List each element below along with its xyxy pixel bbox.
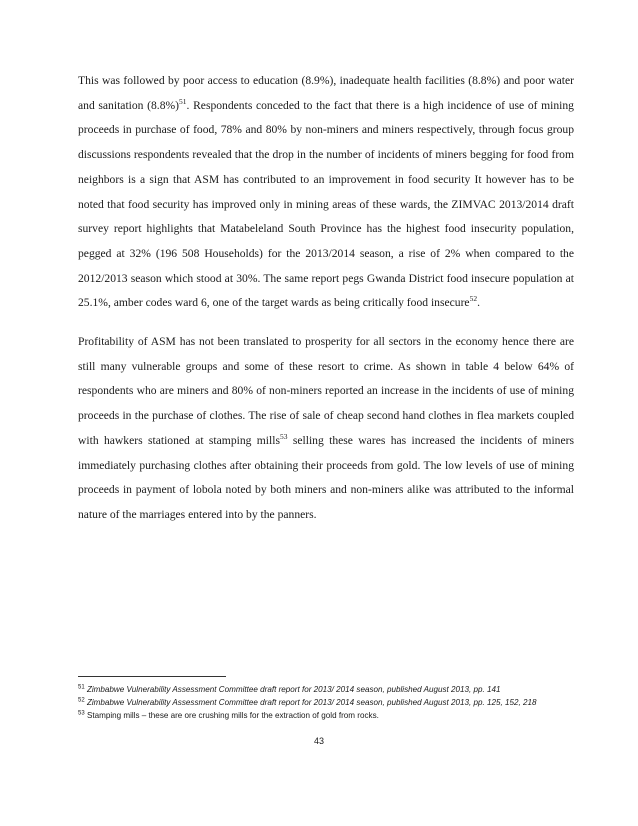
footnote-divider [78,676,226,677]
footnote-ref-53[interactable]: 53 [279,431,288,441]
footnote-53 [78,709,574,722]
footnote-ref-51[interactable]: 51 [179,96,187,106]
footnote-text: Stamping mills – these are ore crushing mills for the extraction of gold from rocks. [86,711,379,720]
footnote-number: 52 [78,697,85,704]
paragraph-text: . [477,296,480,310]
paragraph-profitability [78,330,574,528]
paragraph-text: selling these wares has increased the incidents of miners immediately purchasing clothes after obtaining their proceeds from gold. The low levels of use of mining proceeds in payment of lobola noted by both miners and non-miners alike was attributed to the informal nature of the marriages entered into by the panners. [78,433,574,521]
footnote-text: Zimbabwe Vulnerability Assessment Committee draft report for 2013/ 2014 season, published August 2013, pp. 141 [86,685,501,694]
paragraph-text: Profitability of ASM has not been translated to prosperity for all sectors in the economy hence there are still many vulnerable groups and some of these resort to crime. As shown in table 4 below 64% of respondents who are miners and 80% of non-miners reported an increase in the incidents of use of mining proceeds in the purchase of clothes. The rise of sale of cheap second hand clothes in flea markets coupled with hawkers stationed at stamping mills [78,335,574,447]
footnote-number: 53 [78,710,85,717]
footnote-51 [78,683,574,696]
paragraph-text: This was followed by poor access to education (8.9%), inadequate health facilities (8.8%) and poor water and sanitation (8.8%) [78,74,574,112]
footnote-ref-52[interactable]: 52 [469,294,478,304]
footnote-number: 51 [78,684,85,691]
paragraph-food-security [78,69,574,316]
page-number: 43 [313,736,324,746]
footnote-text: Zimbabwe Vulnerability Assessment Committee draft report for 2013/ 2014 season, published August 2013, pp. 125, 152, 218 [86,698,537,707]
paragraph-text: . Respondents conceded to the fact that there is a high incidence of use of mining proceeds in purchase of food, 78% and 80% by non-miners and miners respectively, through focus group discussions respondents revealed that the drop in the number of incidents of miners begging for food from neighbors is a sign that ASM has contributed to an improvement in food security It however has to be noted that food security has improved only in mining areas of these wards, the ZIMVAC 2013/2014 draft survey report highlights that Matabeleland South Province has the highest food insecurity population, pegged at 32% (196 508 Households) for the 2013/2014 season, a rise of 2% when compared to the 2012/2013 season which stood at 30%. The same report pegs Gwanda District food insecure population at 25.1%, amber codes ward 6, one of the target wards as being critically food insecure [78,98,574,310]
footnotes [78,683,574,722]
footnote-52 [78,696,574,709]
